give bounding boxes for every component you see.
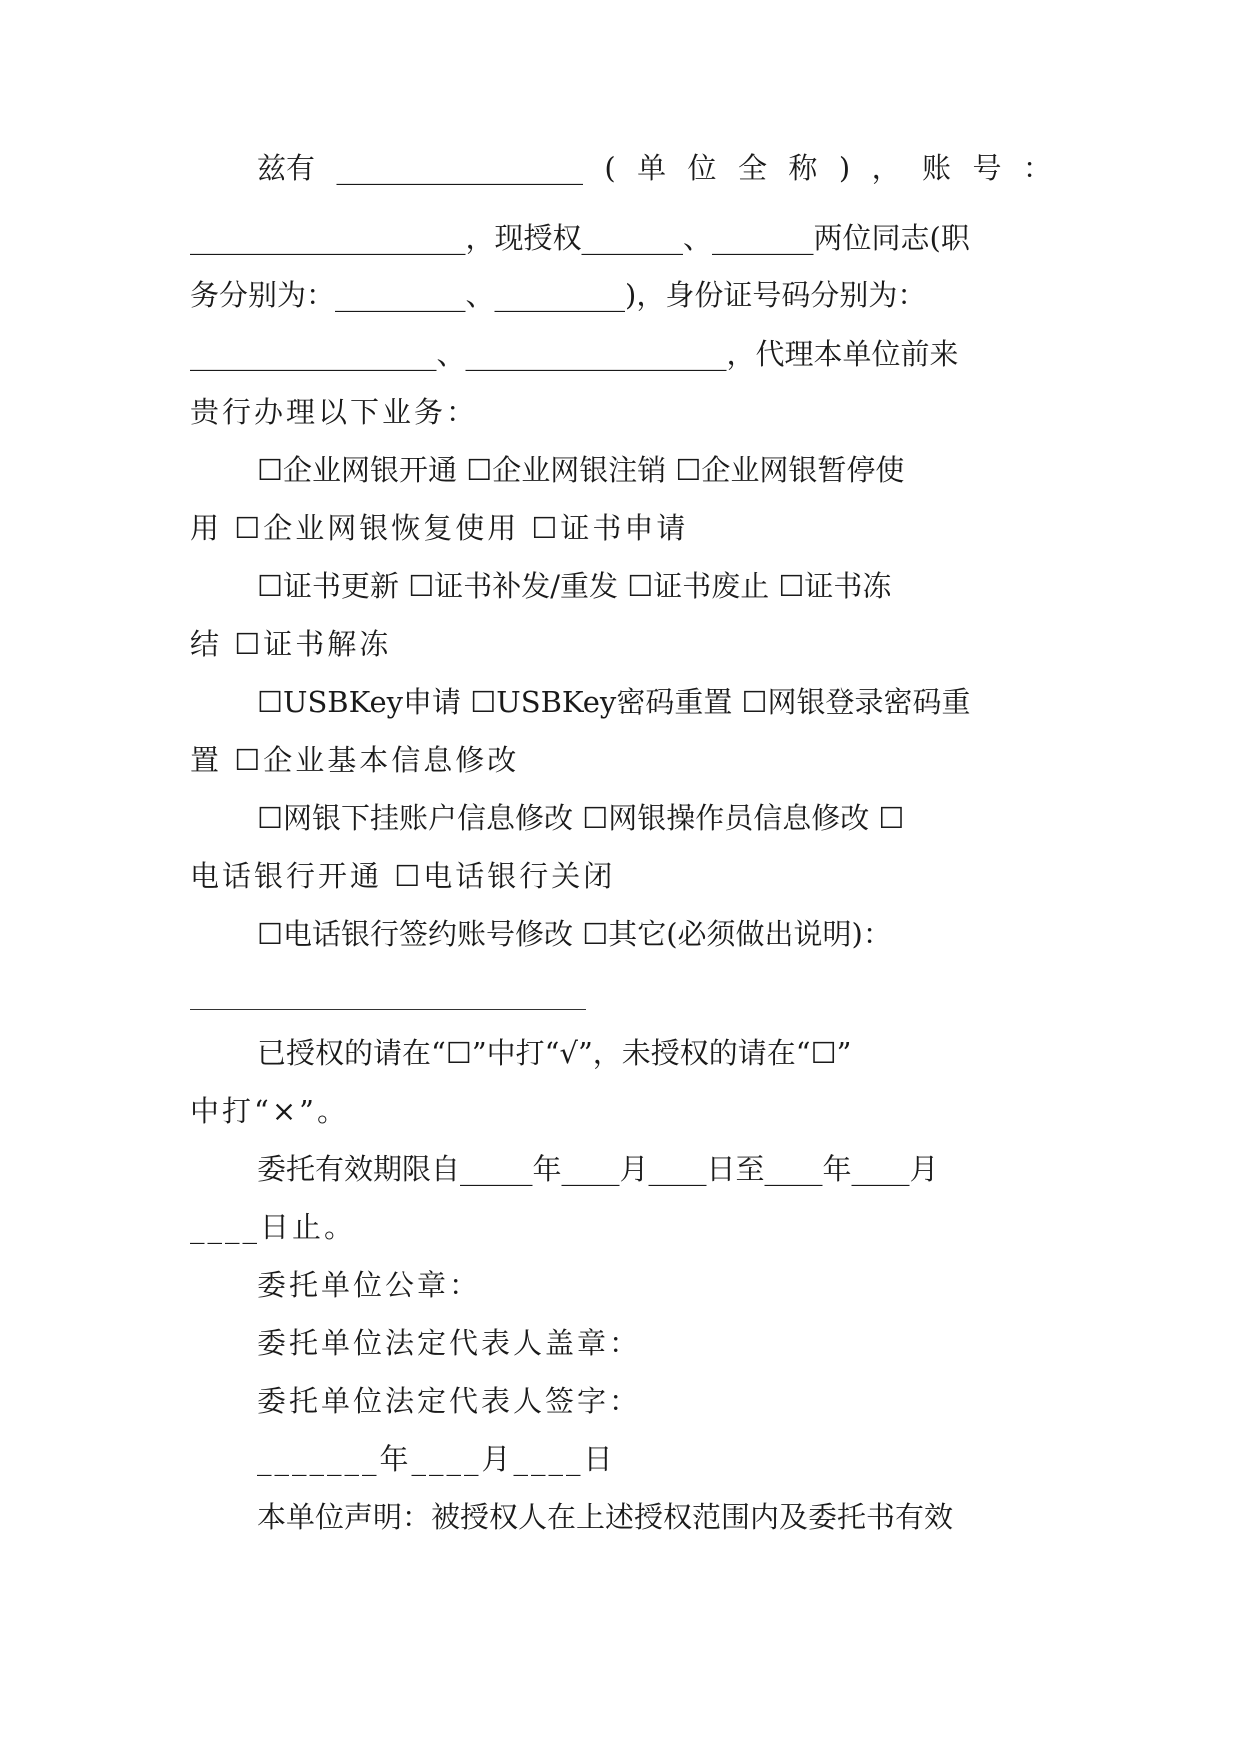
comma: ，: [871, 151, 901, 185]
options-row4a: ☐网银下挂账户信息修改 ☐网银操作员信息修改 ☐: [257, 801, 905, 835]
signature-date: _______年____月____日: [257, 1442, 616, 1476]
options-row1b: 用 ☐企业网银恢复使用 ☐证书申请: [190, 511, 689, 545]
char-zhang: 账: [922, 151, 952, 185]
instruction-line2: 中打“×”。: [190, 1094, 349, 1128]
paragraph1-line4: _________________、__________________，代理本单位前来: [190, 337, 959, 371]
validity-line1: 委托有效期限自_____年____月____日至____年____月: [257, 1152, 939, 1186]
signature-rep-seal: 委托单位法定代表人盖章：: [257, 1326, 642, 1360]
options-row4b: 电话银行开通 ☐电话银行关闭: [190, 859, 616, 893]
options-row3a: ☐USBKey申请 ☐USBKey密码重置 ☐网银登录密码重: [257, 685, 971, 719]
explanation-blank-line: [190, 1009, 586, 1010]
text-zi-you: 兹有: [257, 151, 316, 185]
options-row2a: ☐证书更新 ☐证书补发/重发 ☐证书废止 ☐证书冻: [257, 569, 892, 603]
colon: ：: [1022, 151, 1052, 185]
char-hao: 号: [972, 151, 1002, 185]
char-quan: 全: [737, 151, 767, 185]
paragraph1-line5: 贵行办理以下业务：: [190, 395, 479, 429]
options-row5a: ☐电话银行签约账号修改 ☐其它(必须做出说明)：: [257, 917, 892, 951]
paren-open: (: [604, 151, 616, 185]
signature-rep-sign: 委托单位法定代表人签字：: [257, 1384, 642, 1418]
char-dan: 单: [637, 151, 667, 185]
options-row1a: ☐企业网银开通 ☐企业网银注销 ☐企业网银暂停使: [257, 453, 905, 487]
paren-close: ): [838, 151, 851, 185]
validity-line2: ____日止。: [190, 1210, 357, 1244]
options-row3b: 置 ☐企业基本信息修改: [190, 743, 520, 777]
declaration-line: 本单位声明：被授权人在上述授权范围内及委托书有效: [257, 1500, 954, 1534]
paragraph1-line3: 务分别为：_________、_________)，身份证号码分别为：: [190, 278, 927, 312]
paragraph1-line2: ___________________，现授权_______、_______两位同志(职: [190, 221, 970, 255]
options-row2b: 结 ☐证书解冻: [190, 627, 392, 661]
paragraph1-line1: [257, 139, 1052, 197]
instruction-line1: 已授权的请在“☐”中打“√”，未授权的请在“☐”: [257, 1036, 852, 1070]
char-cheng: 称: [788, 151, 818, 185]
unit-name-blank: _________________: [336, 151, 583, 185]
char-wei: 位: [687, 151, 717, 185]
signature-seal: 委托单位公章：: [257, 1268, 482, 1302]
